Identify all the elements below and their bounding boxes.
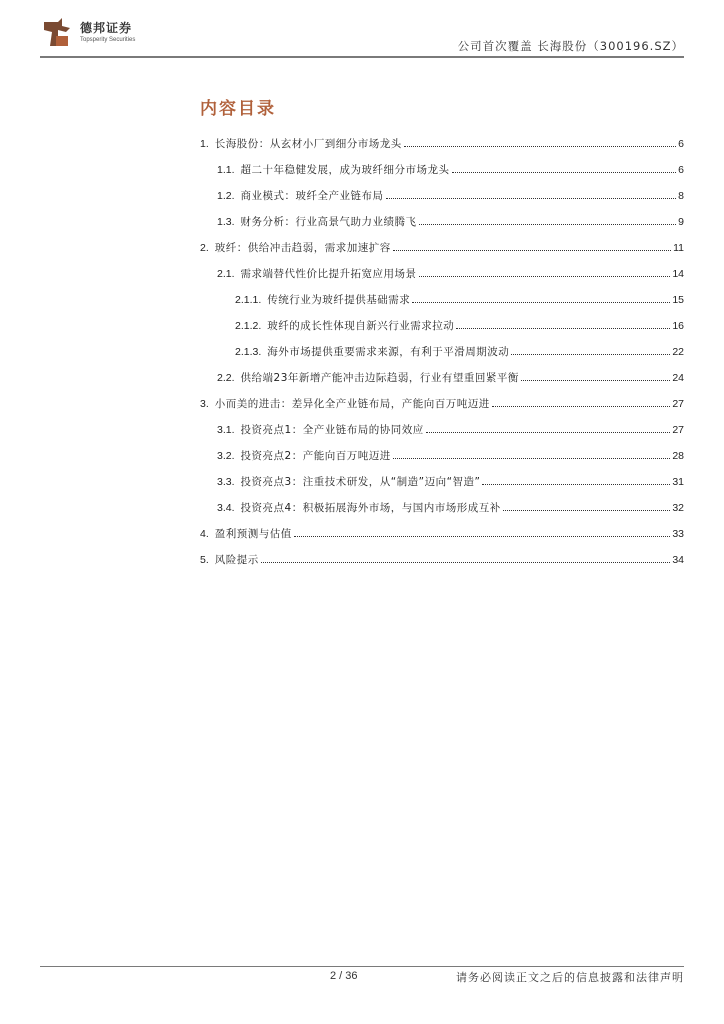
toc-item[interactable] — [217, 370, 684, 386]
toc-heading: 内容目录 — [200, 99, 276, 119]
toc-leader-dots — [412, 302, 670, 303]
toc-item-number: 1.1. — [217, 164, 235, 176]
toc-item-page: 27 — [672, 424, 684, 436]
toc-item-page: 15 — [672, 294, 684, 306]
toc-item[interactable] — [217, 422, 684, 438]
toc-leader-dots — [452, 172, 677, 173]
toc-item[interactable] — [200, 396, 684, 412]
toc-leader-dots — [456, 328, 670, 329]
toc-leader-dots — [393, 250, 671, 251]
toc-item[interactable] — [217, 448, 684, 464]
logo-text-cn: 德邦证券 — [80, 21, 133, 35]
toc-item-page: 8 — [678, 190, 684, 202]
toc-item-page: 27 — [672, 398, 684, 410]
toc-item[interactable] — [217, 500, 684, 516]
toc-item-title: 玻纤：供给冲击趋弱，需求加速扩容 — [214, 242, 391, 254]
toc-item-title: 传统行业为玻纤提供基础需求 — [267, 294, 411, 306]
toc-item-title: 小而美的进击：差异化全产业链布局，产能向百万吨迈进 — [214, 398, 490, 410]
toc-item-title: 投资亮点3：注重技术研发，从“制造”迈向“智造” — [240, 476, 481, 488]
toc-item-title: 玻纤的成长性体现自新兴行业需求拉动 — [267, 320, 455, 332]
toc-item[interactable] — [235, 318, 684, 334]
toc-item-page: 16 — [672, 320, 684, 332]
toc-item-title: 长海股份：从玄材小厂到细分市场龙头 — [214, 138, 402, 150]
toc-item-page: 34 — [672, 554, 684, 566]
toc-item-title: 投资亮点2：产能向百万吨迈进 — [240, 450, 391, 462]
logo-text-en: Topsperity Securities — [80, 37, 136, 43]
toc-item-number: 3.1. — [217, 424, 235, 436]
toc-item-number: 3.4. — [217, 502, 235, 514]
toc-item[interactable] — [217, 188, 684, 204]
toc-leader-dots — [294, 536, 671, 537]
toc-item-page: 14 — [672, 268, 684, 280]
toc-item-number: 2.1.2. — [235, 320, 262, 332]
toc-leader-dots — [404, 146, 676, 147]
toc-item-title: 财务分析：行业高景气助力业绩腾飞 — [240, 216, 417, 228]
company-logo — [40, 16, 150, 50]
toc-item-page: 6 — [678, 164, 684, 176]
toc-item-title: 投资亮点4：积极拓展海外市场，与国内市场形成互补 — [240, 502, 501, 514]
toc-item-title: 需求端替代性价比提升拓宽应用场景 — [240, 268, 417, 280]
toc-leader-dots — [492, 406, 671, 407]
toc-leader-dots — [386, 198, 677, 199]
toc-item-title: 海外市场提供重要需求来源，有利于平滑周期波动 — [267, 346, 510, 358]
toc-item-page: 32 — [672, 502, 684, 514]
toc-leader-dots — [419, 224, 677, 225]
toc-item-number: 1.3. — [217, 216, 235, 228]
legal-disclaimer: 请务必阅读正文之后的信息披露和法律声明 — [456, 971, 684, 984]
toc-item-title: 供给端23年新增产能冲击边际趋弱，行业有望重回紧平衡 — [240, 372, 519, 384]
toc-leader-dots — [419, 276, 671, 277]
toc-item-title: 盈利预测与估值 — [214, 528, 292, 540]
toc-leader-dots — [393, 458, 671, 459]
toc-item-page: 22 — [672, 346, 684, 358]
toc-item-number: 5. — [200, 554, 209, 566]
toc-item[interactable] — [200, 240, 684, 256]
toc-item-number: 4. — [200, 528, 209, 540]
report-header-title: 公司首次覆盖 长海股份（300196.SZ） — [457, 39, 684, 53]
toc-leader-dots — [521, 380, 670, 381]
toc-item-page: 9 — [678, 216, 684, 228]
page-number: 2 / 36 — [330, 970, 358, 982]
toc-item-page: 24 — [672, 372, 684, 384]
toc-item[interactable] — [217, 214, 684, 230]
toc-item-page: 31 — [672, 476, 684, 488]
toc-leader-dots — [426, 432, 671, 433]
toc-item[interactable] — [235, 344, 684, 360]
toc-item-number: 3. — [200, 398, 209, 410]
brand-logo-icon — [40, 16, 74, 50]
toc-leader-dots — [261, 562, 671, 563]
toc-item[interactable] — [235, 292, 684, 308]
toc-item-number: 2. — [200, 242, 209, 254]
toc-item[interactable] — [200, 526, 684, 542]
toc-item-number: 2.1.1. — [235, 294, 262, 306]
toc-item-page: 28 — [672, 450, 684, 462]
toc-item-number: 3.2. — [217, 450, 235, 462]
header-divider — [40, 56, 684, 58]
toc-item-page: 6 — [678, 138, 684, 150]
footer-divider — [40, 966, 684, 967]
toc-item-number: 2.1. — [217, 268, 235, 280]
toc-item-number: 1. — [200, 138, 209, 150]
toc-leader-dots — [482, 484, 670, 485]
toc-item[interactable] — [217, 474, 684, 490]
toc-item-number: 1.2. — [217, 190, 235, 202]
toc-item-number: 2.2. — [217, 372, 235, 384]
toc-item-title: 超二十年稳健发展，成为玻纤细分市场龙头 — [240, 164, 450, 176]
toc-item[interactable] — [200, 552, 684, 568]
toc-item-page: 33 — [672, 528, 684, 540]
toc-item-title: 商业模式：玻纤全产业链布局 — [240, 190, 384, 202]
toc-item-title: 风险提示 — [214, 554, 259, 566]
toc-item-title: 投资亮点1：全产业链布局的协同效应 — [240, 424, 424, 436]
toc-item[interactable] — [200, 136, 684, 152]
toc-item[interactable] — [217, 266, 684, 282]
toc-item-number: 2.1.3. — [235, 346, 262, 358]
toc-leader-dots — [503, 510, 671, 511]
toc-item-number: 3.3. — [217, 476, 235, 488]
toc-item-page: 11 — [673, 242, 684, 254]
toc-item[interactable] — [217, 162, 684, 178]
toc-leader-dots — [511, 354, 670, 355]
